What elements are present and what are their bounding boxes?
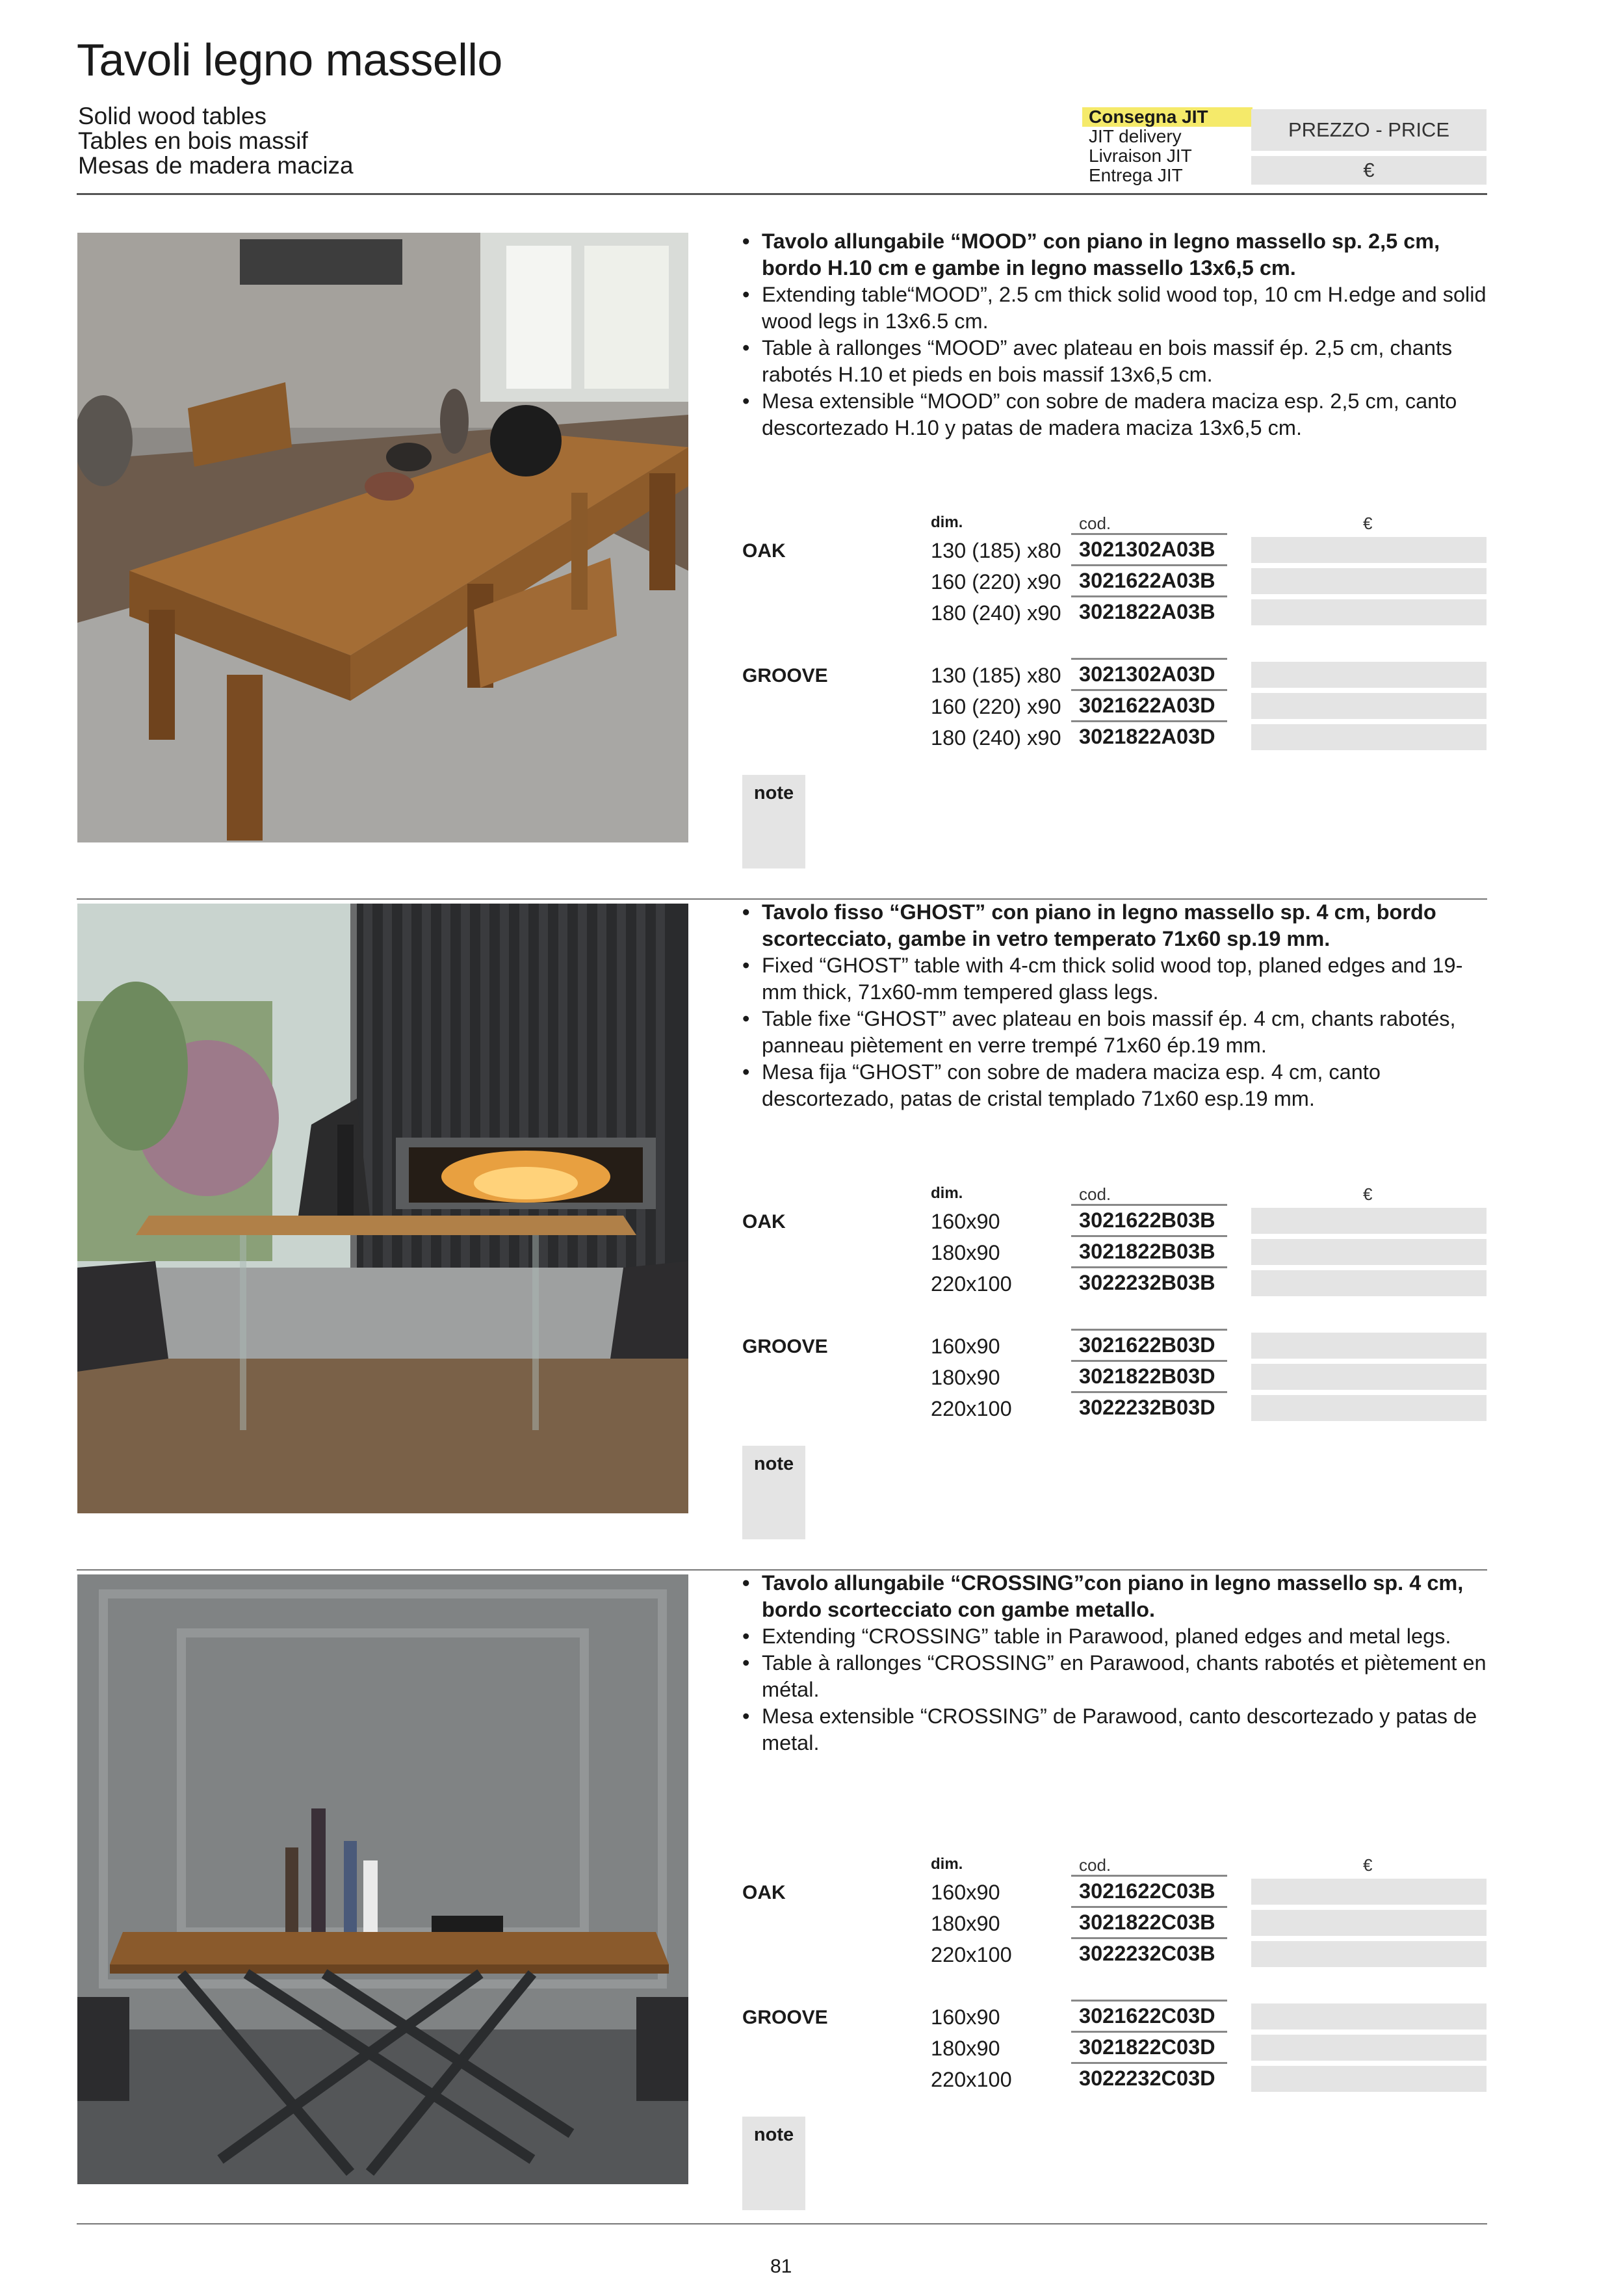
product-code: 3021822B03D xyxy=(1071,1360,1227,1389)
price-cell[interactable] xyxy=(1251,1910,1487,1936)
jit-legend xyxy=(1089,107,1245,185)
currency-header: € xyxy=(1251,156,1487,185)
desc-line: • Mesa extensible “CROSSING” de Parawood, canto descortezado y patas de metal. xyxy=(742,1703,1490,1756)
page-title: Tavoli legno massello xyxy=(77,34,502,85)
price-cell[interactable] xyxy=(1251,2035,1487,2061)
desc-it: • Tavolo allungabile “MOOD” con piano in legno massello sp. 2,5 cm, bordo H.10 cm e gambe in legno massello 13x6,5 cm. xyxy=(742,228,1490,281)
product-code: 3021302A03B xyxy=(1071,533,1227,562)
header-dim: dim. xyxy=(931,1184,963,1202)
price-cell[interactable] xyxy=(1251,1239,1487,1265)
product-code: 3022232B03D xyxy=(1071,1391,1227,1420)
desc-line: • Mesa extensible “MOOD” con sobre de madera maciza esp. 2,5 cm, canto descortezado H.10 y patas de madera maciza 13x6,5 cm. xyxy=(742,388,1490,441)
product-code: 3021622C03D xyxy=(1071,2000,1227,2029)
subtitle-es: Mesas de madera maciza xyxy=(78,152,354,179)
product-code: 3021622B03B xyxy=(1071,1204,1227,1233)
price-cell[interactable] xyxy=(1251,2066,1487,2092)
dimension: 180x90 xyxy=(931,1366,1000,1389)
dimension: 160 (220) x90 xyxy=(931,570,1061,594)
note-box[interactable]: note xyxy=(742,1446,805,1539)
header-cod: cod. xyxy=(1079,514,1111,533)
product-code: 3021302A03D xyxy=(1071,658,1227,687)
jit-line-en: JIT delivery xyxy=(1089,126,1182,146)
dimension: 160x90 xyxy=(931,2005,1000,2029)
dimension: 160x90 xyxy=(931,1881,1000,1904)
dimension: 160x90 xyxy=(931,1210,1000,1233)
price-header: PREZZO - PRICE xyxy=(1251,109,1487,151)
finish-label: GROOVE xyxy=(742,1336,828,1357)
price-cell[interactable] xyxy=(1251,1333,1487,1359)
finish-label: GROOVE xyxy=(742,665,828,686)
subtitle-en: Solid wood tables xyxy=(78,103,267,129)
price-cell[interactable] xyxy=(1251,1395,1487,1421)
dimension: 180 (240) x90 xyxy=(931,601,1061,625)
dimension: 180x90 xyxy=(931,1912,1000,1935)
price-cell[interactable] xyxy=(1251,568,1487,594)
product-description xyxy=(742,899,1490,1112)
price-cell[interactable] xyxy=(1251,662,1487,688)
product-code: 3022232C03B xyxy=(1071,1937,1227,1966)
desc-line: • Table fixe “GHOST” avec plateau en bois massif ép. 4 cm, chants rabotés, panneau piètement en verre trempé 71x60 ép.19 mm. xyxy=(742,1006,1490,1059)
product-photo xyxy=(77,904,688,1513)
product-code: 3022232B03B xyxy=(1071,1266,1227,1296)
dimension: 220x100 xyxy=(931,1943,1012,1966)
dimension: 180x90 xyxy=(931,2037,1000,2060)
price-cell[interactable] xyxy=(1251,599,1487,625)
product-code: 3021822A03D xyxy=(1071,720,1227,750)
dimension: 180x90 xyxy=(931,1241,1000,1264)
desc-line: • Fixed “GHOST” table with 4-cm thick solid wood top, planed edges and 19-mm thick, 71x60-mm tempered glass legs. xyxy=(742,952,1490,1006)
note-box[interactable]: note xyxy=(742,2117,805,2210)
desc-line: • Extending “CROSSING” table in Parawood, planed edges and metal legs. xyxy=(742,1623,1490,1650)
page-subtitle xyxy=(78,104,354,178)
footer-divider xyxy=(77,2223,1487,2224)
product-code: 3021822C03B xyxy=(1071,1906,1227,1935)
price-cell[interactable] xyxy=(1251,2003,1487,2029)
price-cell[interactable] xyxy=(1251,1879,1487,1905)
price-cell[interactable] xyxy=(1251,724,1487,750)
header-dim: dim. xyxy=(931,514,963,531)
dimension: 160 (220) x90 xyxy=(931,695,1061,718)
price-cell[interactable] xyxy=(1251,1941,1487,1967)
dimension: 220x100 xyxy=(931,2068,1012,2091)
product-description xyxy=(742,1570,1490,1756)
price-cell[interactable] xyxy=(1251,1364,1487,1390)
header-divider xyxy=(77,193,1487,195)
note-box[interactable]: note xyxy=(742,775,805,868)
desc-it: • Tavolo fisso “GHOST” con piano in legno massello sp. 4 cm, bordo scortecciato, gambe in vetro temperato 71x60 sp.19 mm. xyxy=(742,899,1490,952)
product-photo xyxy=(77,1574,688,2184)
product-code: 3021622C03B xyxy=(1071,1875,1227,1904)
finish-label: OAK xyxy=(742,540,786,562)
dimension: 130 (185) x80 xyxy=(931,539,1061,562)
product-code: 3021622A03D xyxy=(1071,689,1227,718)
product-code: 3021622A03B xyxy=(1071,564,1227,594)
desc-line: • Table à rallonges “MOOD” avec plateau en bois massif ép. 2,5 cm, chants rabotés H.10 et pieds en bois massif 13x6,5 cm. xyxy=(742,335,1490,388)
dimension: 130 (185) x80 xyxy=(931,664,1061,687)
price-cell[interactable] xyxy=(1251,537,1487,563)
header-dim: dim. xyxy=(931,1855,963,1873)
jit-line-fr: Livraison JIT xyxy=(1089,146,1192,166)
product-photo xyxy=(77,233,688,842)
subtitle-fr: Tables en bois massif xyxy=(78,127,308,154)
jit-label: Consegna JIT xyxy=(1082,107,1253,127)
header-eur: € xyxy=(1363,1184,1373,1204)
dimension: 180 (240) x90 xyxy=(931,726,1061,750)
product-code: 3021822B03B xyxy=(1071,1235,1227,1264)
jit-line-es: Entrega JIT xyxy=(1089,165,1183,185)
dimension: 220x100 xyxy=(931,1272,1012,1296)
desc-line: • Table à rallonges “CROSSING” en Parawood, chants rabotés et piètement en métal. xyxy=(742,1650,1490,1703)
header-cod: cod. xyxy=(1079,1855,1111,1875)
page-number: 81 xyxy=(770,2256,792,2277)
desc-line: • Extending table“MOOD”, 2.5 cm thick solid wood top, 10 cm H.edge and solid wood legs in 13x6.5 cm. xyxy=(742,281,1490,335)
product-description xyxy=(742,228,1490,441)
header-eur: € xyxy=(1363,514,1373,533)
header-eur: € xyxy=(1363,1855,1373,1875)
dimension: 220x100 xyxy=(931,1397,1012,1420)
product-code: 3021822C03D xyxy=(1071,2031,1227,2060)
price-cell[interactable] xyxy=(1251,693,1487,719)
desc-it: • Tavolo allungabile “CROSSING”con piano in legno massello sp. 4 cm, bordo scortecciato con gambe metallo. xyxy=(742,1570,1490,1623)
price-cell[interactable] xyxy=(1251,1270,1487,1296)
finish-label: GROOVE xyxy=(742,2007,828,2028)
desc-line: • Mesa fija “GHOST” con sobre de madera maciza esp. 4 cm, canto descortezado, patas de cristal templado 71x60 esp.19 mm. xyxy=(742,1059,1490,1112)
product-code: 3021622B03D xyxy=(1071,1329,1227,1358)
header-cod: cod. xyxy=(1079,1184,1111,1204)
dimension: 160x90 xyxy=(931,1335,1000,1358)
product-code: 3022232C03D xyxy=(1071,2062,1227,2091)
product-code: 3021822A03B xyxy=(1071,595,1227,625)
price-cell[interactable] xyxy=(1251,1208,1487,1234)
finish-label: OAK xyxy=(742,1882,786,1903)
finish-label: OAK xyxy=(742,1211,786,1233)
